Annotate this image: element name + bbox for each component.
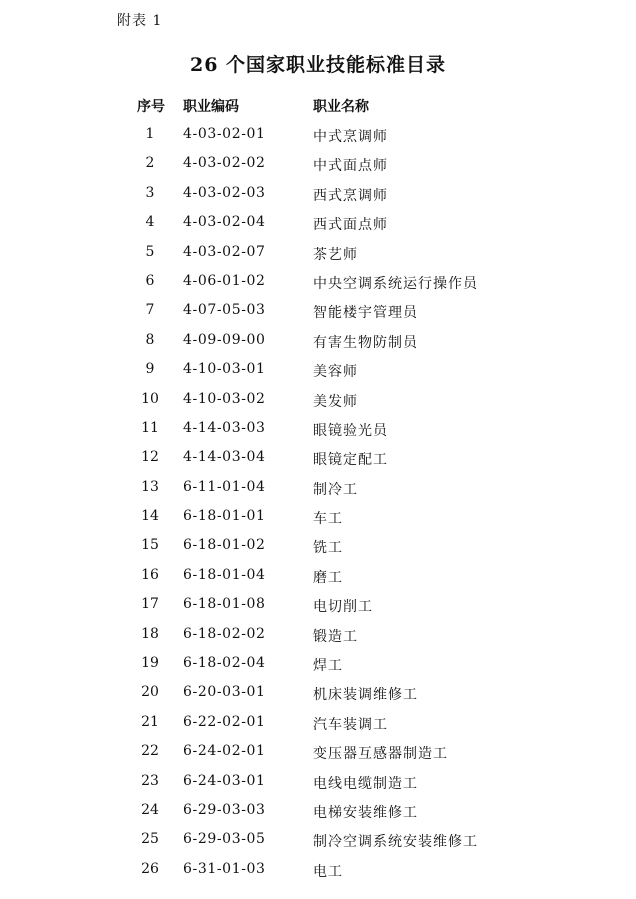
table-row [0, 741, 636, 770]
row-name: 眼镜验光员 [313, 422, 388, 439]
row-code: 4-10-03-01 [183, 361, 266, 378]
row-name: 车工 [313, 511, 343, 528]
table-row [0, 271, 636, 300]
row-name: 茶艺师 [313, 246, 358, 263]
row-code: 6-29-03-03 [183, 801, 266, 818]
table-row [0, 682, 636, 711]
row-seq: 12 [141, 449, 159, 466]
row-code: 4-03-02-04 [183, 214, 266, 231]
row-seq: 19 [141, 655, 159, 672]
row-seq: 10 [141, 390, 159, 407]
row-code: 4-03-02-02 [183, 155, 266, 172]
row-seq: 23 [141, 772, 159, 789]
table-row [0, 183, 636, 212]
row-seq: 15 [141, 537, 159, 554]
row-code: 6-31-01-03 [183, 860, 266, 877]
row-code: 6-18-01-08 [183, 596, 266, 613]
row-code: 6-18-01-01 [183, 508, 266, 525]
row-code: 4-03-02-03 [183, 184, 266, 201]
table-row [0, 829, 636, 858]
table-body [0, 124, 636, 888]
row-code: 6-24-02-01 [183, 743, 266, 760]
table-row [0, 624, 636, 653]
row-code: 6-18-01-04 [183, 566, 266, 583]
table-row [0, 242, 636, 271]
row-code: 6-20-03-01 [183, 684, 266, 701]
row-code: 4-07-05-03 [183, 302, 266, 319]
row-code: 4-14-03-03 [183, 419, 266, 436]
row-seq: 20 [141, 684, 159, 701]
table-row [0, 359, 636, 388]
row-name: 电切削工 [313, 599, 373, 616]
row-seq: 17 [141, 596, 159, 613]
table-row [0, 535, 636, 564]
row-name: 机床装调维修工 [313, 687, 418, 704]
table-row [0, 389, 636, 418]
row-name: 智能楼宇管理员 [313, 305, 418, 322]
table-row [0, 565, 636, 594]
table-header [0, 96, 636, 118]
row-code: 6-29-03-05 [183, 831, 266, 848]
row-code: 4-10-03-02 [183, 390, 266, 407]
table-row [0, 418, 636, 447]
table-row [0, 653, 636, 682]
table-row [0, 300, 636, 329]
row-code: 6-24-03-01 [183, 772, 266, 789]
table-row [0, 771, 636, 800]
row-name: 锻造工 [313, 628, 358, 645]
table-row [0, 124, 636, 153]
row-seq: 5 [145, 243, 155, 260]
table-row [0, 153, 636, 182]
row-code: 6-18-02-02 [183, 625, 266, 642]
row-code: 4-09-09-00 [183, 331, 266, 348]
row-name: 铣工 [313, 540, 343, 557]
row-code: 4-03-02-01 [183, 126, 266, 142]
row-name: 西式面点师 [313, 217, 388, 234]
row-name: 磨工 [313, 569, 343, 586]
row-seq: 13 [141, 478, 159, 495]
row-code: 6-18-02-04 [183, 655, 266, 672]
row-seq: 11 [141, 419, 159, 436]
row-seq: 16 [141, 566, 159, 583]
table-row [0, 594, 636, 623]
table-row [0, 330, 636, 359]
row-name: 中式面点师 [313, 158, 388, 175]
row-name: 电线电缆制造工 [313, 775, 418, 792]
table-row [0, 212, 636, 241]
row-seq: 18 [141, 625, 159, 642]
row-seq: 14 [141, 508, 159, 525]
row-seq: 22 [141, 743, 159, 760]
row-seq: 3 [145, 184, 155, 201]
table-row [0, 447, 636, 476]
row-name: 美容师 [313, 364, 358, 381]
header-name: 职业名称 [313, 99, 369, 115]
row-code: 4-14-03-04 [183, 449, 266, 466]
row-code: 6-11-01-04 [183, 478, 266, 495]
table-row [0, 859, 636, 888]
table-row [0, 506, 636, 535]
row-seq: 4 [145, 214, 155, 231]
row-code: 4-06-01-02 [183, 272, 266, 289]
row-name: 电梯安装维修工 [313, 804, 418, 821]
table-row [0, 477, 636, 506]
row-name: 焊工 [313, 658, 343, 675]
row-seq: 21 [141, 713, 159, 730]
row-seq: 25 [141, 831, 159, 848]
row-seq: 9 [145, 361, 155, 378]
row-name: 制冷空调系统安装维修工 [313, 834, 478, 851]
table-row [0, 712, 636, 741]
row-seq: 26 [141, 860, 159, 877]
row-seq: 7 [145, 302, 155, 319]
row-name: 西式烹调师 [313, 187, 388, 204]
row-name: 电工 [313, 863, 343, 880]
row-name: 变压器互感器制造工 [313, 746, 448, 763]
row-name: 中式烹调师 [313, 129, 388, 145]
row-seq: 1 [145, 126, 155, 142]
table-row [0, 800, 636, 829]
row-seq: 6 [145, 272, 155, 289]
header-seq: 序号 [137, 99, 165, 115]
row-code: 6-18-01-02 [183, 537, 266, 554]
row-name: 汽车装调工 [313, 716, 388, 733]
annex-label: 附表 1 [117, 13, 163, 29]
page-title: 26 个国家职业技能标准目录 [189, 54, 447, 76]
row-name: 有害生物防制员 [313, 334, 418, 351]
row-name: 制冷工 [313, 481, 358, 498]
row-name: 中央空调系统运行操作员 [313, 275, 478, 292]
row-name: 美发师 [313, 393, 358, 410]
header-code: 职业编码 [183, 99, 239, 115]
row-seq: 2 [145, 155, 155, 172]
row-name: 眼镜定配工 [313, 452, 388, 469]
row-code: 4-03-02-07 [183, 243, 266, 260]
row-seq: 24 [141, 801, 159, 818]
row-seq: 8 [145, 331, 155, 348]
row-code: 6-22-02-01 [183, 713, 266, 730]
